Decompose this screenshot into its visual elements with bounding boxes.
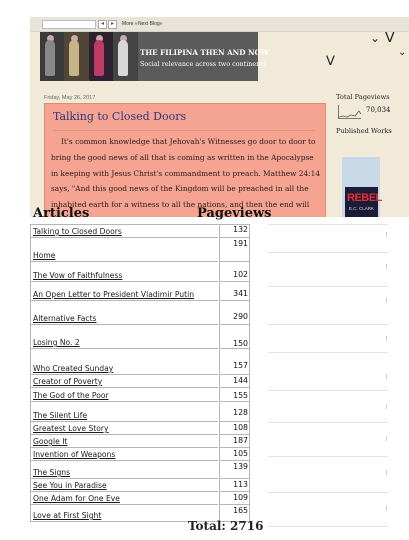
article-link[interactable]: Who Created Sunday (33, 364, 114, 373)
article-link[interactable]: One Adam for One Eve (33, 494, 120, 503)
article-stats-table (30, 224, 250, 522)
pageview-count: 341 (233, 289, 248, 298)
header-photo (89, 32, 113, 81)
table-row (30, 448, 250, 461)
bird-icon: ᐯ (385, 29, 395, 45)
header-photo (40, 32, 64, 81)
post-body: It's common knowledge that Jehovah's Witnesses go door to door to bring the good news of all that is coming as written in the Apocalypse in keeping with Jesus Christ's commandment to preach. Matthew 24:14 says, "And this good news of the Kingdom will be preached in all the inhabited earth for a witness to all the nations, and then the end will (51, 137, 321, 210)
table-row (30, 422, 250, 435)
article-link[interactable]: Home (33, 251, 56, 260)
article-link[interactable]: Love at First Sight (33, 511, 102, 520)
bird-icon: ⌄ (370, 31, 381, 45)
table-row (30, 402, 250, 422)
table-row (30, 388, 250, 402)
bird-icon: ᐯ (326, 53, 335, 68)
header-photo (64, 32, 89, 81)
table-row (30, 492, 250, 505)
table-row (30, 349, 250, 375)
article-link[interactable]: Talking to Closed Doors (33, 227, 122, 236)
next-blog-link[interactable]: Next Blog» (138, 21, 163, 27)
article-link[interactable]: The God of the Poor (33, 391, 109, 400)
article-link[interactable]: See You in Paradise (33, 481, 107, 490)
table-row (30, 301, 250, 325)
article-link[interactable]: Google It (33, 437, 68, 446)
book-cover-art (345, 187, 382, 217)
book-title: REBEL (347, 192, 382, 204)
blogger-navbar (30, 17, 409, 32)
pageview-count: 132 (233, 225, 248, 234)
table-row (30, 375, 250, 388)
book-cover[interactable] (342, 157, 380, 217)
article-link[interactable]: Greatest Love Story (33, 424, 109, 433)
pageviews-count: 70,034 (366, 106, 391, 114)
pageview-count: 290 (233, 312, 248, 321)
article-link[interactable]: Creator of Poverty (33, 377, 103, 386)
article-link[interactable]: The Silent Life (33, 411, 88, 420)
article-link[interactable]: Invention of Weapons (33, 450, 116, 459)
pageviews-widget-title: Total Pageviews (336, 93, 390, 101)
pageview-count: 105 (233, 449, 248, 458)
table-row (30, 238, 250, 262)
published-works-title: Published Works (336, 127, 392, 135)
pageviews-column-header: Pageviews (197, 206, 272, 221)
blog-subtitle: Social relevance across two continents (140, 60, 267, 68)
pageview-count: 102 (233, 270, 248, 279)
article-link[interactable]: Losing No. 2 (33, 338, 80, 347)
prev-arrow-icon[interactable]: ◂ (98, 20, 107, 29)
table-row (30, 262, 250, 282)
article-link[interactable]: An Open Letter to President Vladimir Putin (33, 290, 195, 299)
header-photo (113, 32, 138, 81)
article-link[interactable]: Alternative Facts (33, 314, 97, 323)
pageview-count: 144 (233, 376, 248, 385)
book-author: E.C. CLARK (349, 206, 375, 211)
more-link[interactable]: More » (122, 21, 138, 27)
pageview-count: 191 (233, 239, 248, 248)
pageviews-sparkline (338, 105, 361, 119)
pageview-count: 155 (233, 391, 248, 400)
pageview-count: 128 (233, 408, 248, 417)
pageview-count: 165 (233, 506, 248, 515)
navbar-search-input[interactable] (42, 20, 96, 29)
post-title[interactable]: Talking to Closed Doors (53, 110, 187, 123)
table-row (30, 282, 250, 301)
pageview-count: 113 (233, 480, 248, 489)
header-banner (138, 32, 269, 81)
table-row (30, 325, 250, 349)
blog-title[interactable]: THE FILIPINA THEN AND NOW (140, 48, 269, 57)
header-photo-collage (40, 32, 138, 81)
pageview-count: 139 (233, 462, 248, 471)
article-link[interactable]: The Vow of Faithfulness (33, 271, 123, 280)
pageview-count: 109 (233, 493, 248, 502)
post-container (44, 103, 326, 217)
table-row (30, 435, 250, 448)
table-row (30, 479, 250, 492)
articles-column-header: Articles (33, 206, 90, 221)
total-pageviews: Total: 2716 (188, 519, 264, 533)
pageview-count: 108 (233, 423, 248, 432)
article-link[interactable]: The Signs (33, 468, 71, 477)
blog-screenshot (30, 17, 409, 217)
empty-grid-area (268, 224, 388, 530)
table-row (30, 461, 250, 479)
pageview-count: 187 (233, 436, 248, 445)
pageview-count: 150 (233, 339, 248, 348)
next-arrow-icon[interactable]: ▸ (108, 20, 117, 29)
pageview-count: 157 (233, 361, 248, 370)
bird-icon: ⌄ (398, 47, 407, 58)
post-divider (53, 130, 315, 131)
table-row (30, 224, 250, 238)
post-date: Friday, May 26, 2017 (44, 95, 96, 101)
